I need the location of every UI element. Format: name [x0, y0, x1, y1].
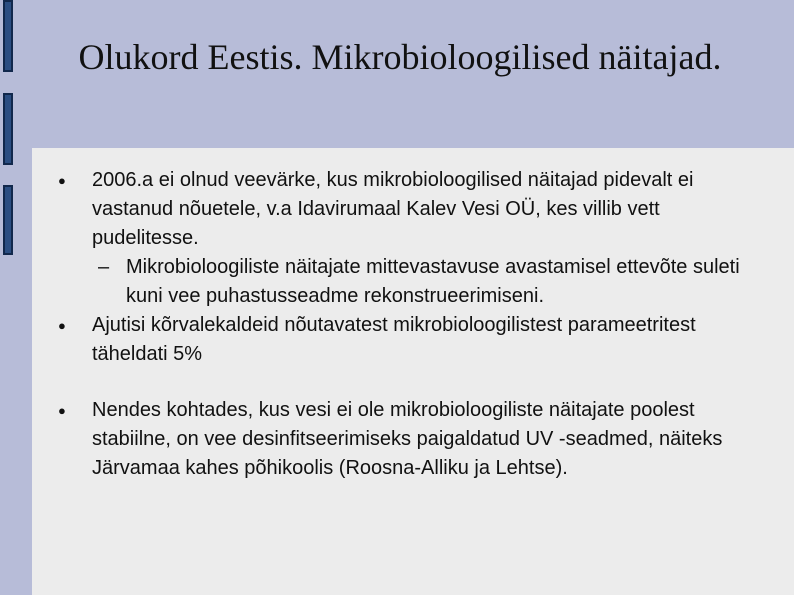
bullet-dot-icon: ● — [58, 403, 66, 418]
bullet-text-3: Nendes kohtades, kus vesi ei ole mikrobioloogiliste näitajate poolest stabiilne, on vee desinfitseerimiseks paigaldatud UV -seadmed, näiteks Järvamaa kahes põhikoolis (Roosna-Alliku ja Lehtse). — [92, 399, 723, 479]
bullet-text-1: 2006.a ei olnud veevärke, kus mikrobioloogilised näitajad pidevalt ei vastanud nõuetele, v.a Idavirumaal Kalev Vesi OÜ, kes villib vett pudelitesse. — [92, 169, 694, 249]
bullet-item-1 — [58, 166, 758, 253]
accent-bar-2 — [3, 93, 13, 165]
accent-bar-1 — [3, 0, 13, 72]
bullet-dot-icon: ● — [58, 173, 66, 188]
sub-bullet-dash-icon: – — [98, 256, 110, 278]
bullet-list — [58, 166, 758, 483]
bullet-item-3 — [58, 396, 758, 483]
bullet-item-2 — [58, 311, 758, 369]
bullet-dot-icon: ● — [58, 318, 66, 333]
sub-bullet-item-1 — [58, 253, 758, 311]
accent-bar-3 — [3, 185, 13, 255]
sub-bullet-text-1: Mikrobioloogiliste näitajate mittevastavuse avastamisel ettevõte suleti kuni vee puhastusseadme rekonstrueerimiseni. — [126, 256, 740, 307]
slide-title: Olukord Eestis. Mikrobioloogilised näitajad. — [78, 37, 722, 77]
bullet-text-2: Ajutisi kõrvalekaldeid nõutavatest mikrobioloogilistest parameetritest täheldati 5% — [92, 314, 696, 365]
